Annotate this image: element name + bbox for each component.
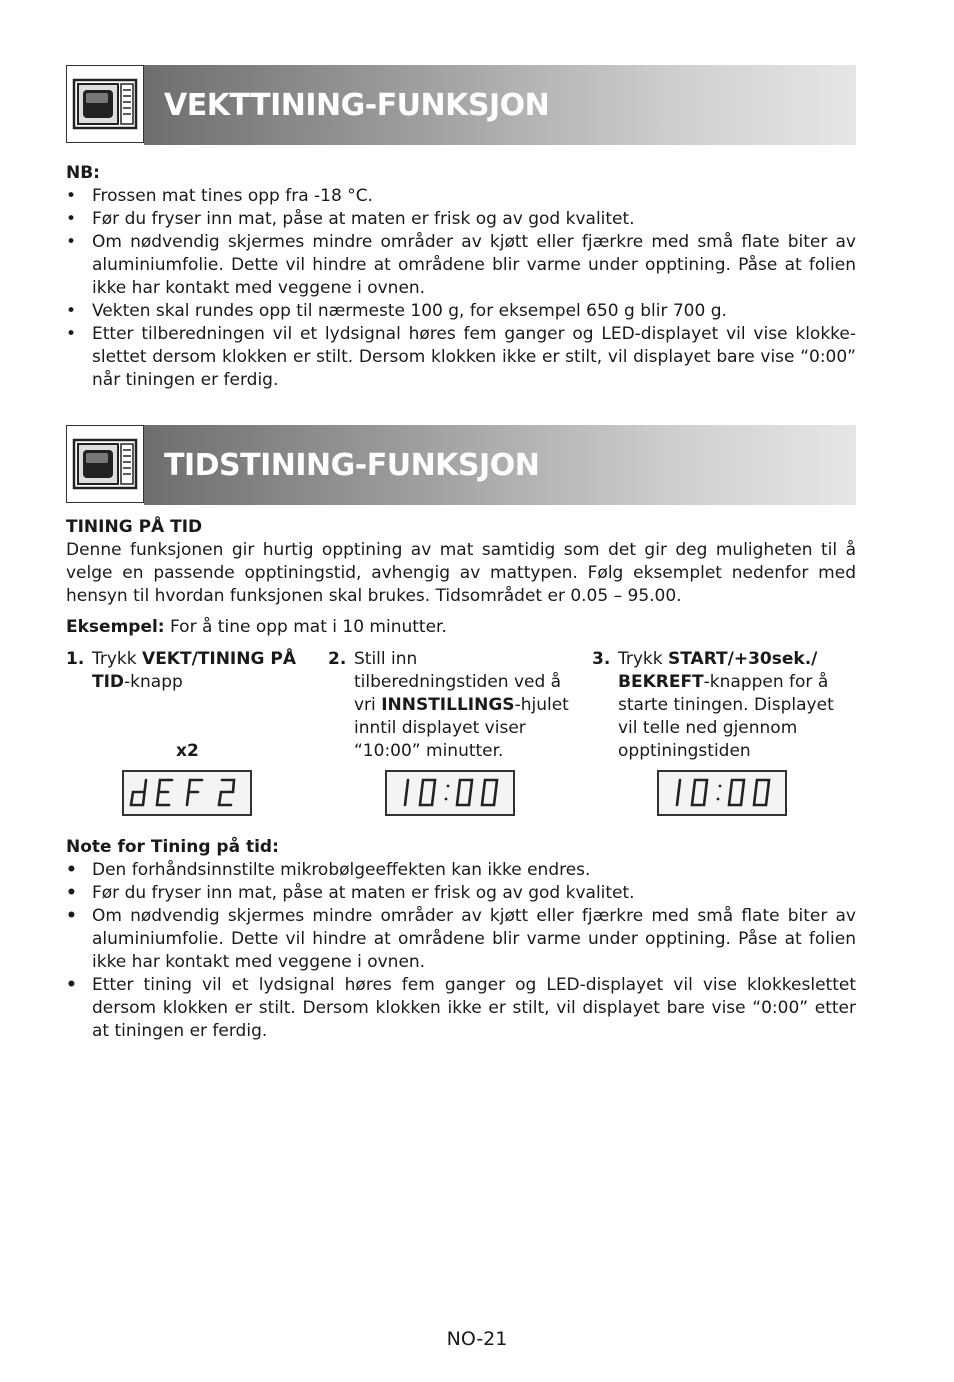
intro-text: Denne funksjonen gir hurtig opptining av mat samtidig som det gir deg muligheten til å velge en passende opptiningstid, avhengig av mattypen. Følg eksemplet nedenfor med hensyn til hvordan funksjonen skal brukes. Tidsområdet er 0.05 – 95.00. [66, 540, 856, 606]
step-text: Trykk START/+30sek./ BEKREFT-knappen for å starte tiningen. Displayet vil telle ned gjennom opptiningstiden [618, 649, 834, 761]
list-item: • Om nødvendig skjermes mindre områder av kjøtt eller fjærkre med små flate biter av aluminiumfolie. Dette vil hindre at områdene blir varme under opptining. Påse at folien ikke har kontakt med veggene i ovnen. [66, 905, 856, 974]
notes-block [66, 836, 856, 1043]
example-text: For å tine opp mat i 10 minutter. [164, 617, 447, 637]
nb-label: NB: [66, 163, 100, 183]
lcd-display-step3 [657, 770, 787, 816]
list-item: • Vekten skal rundes opp til nærmeste 100 g, for eksempel 650 g blir 700 g. [66, 300, 856, 323]
step-number: 3. [592, 649, 611, 669]
lcd-display-def2 [122, 770, 252, 816]
lcd-display-step2 [385, 770, 515, 816]
example-label: Eksempel: [66, 617, 165, 637]
intro-block [66, 516, 856, 608]
section-banner-time-defrost [66, 425, 856, 505]
section-title: VEKTTINING-FUNKSJON [164, 87, 550, 123]
list-item: • Om nødvendig skjermes mindre områder av kjøtt eller fjærkre med små flate biter av aluminiumfolie. Dette vil hindre at områdene blir varme under opptining. Påse at folien ikke har kontakt med veggene i ovnen. [66, 231, 856, 300]
section-title: TIDSTINING-FUNKSJON [164, 447, 540, 483]
nb-block [66, 162, 856, 392]
section-banner-weight-defrost [66, 65, 856, 145]
microwave-icon [66, 65, 144, 143]
list-item: • Etter tilberedningen vil et lydsignal høres fem ganger og LED-displayet vil vise klokke-slettet dersom klokken er stilt. Dersom klokken ikke er stilt, vil displayet bare vise “0:00” når tiningen er ferdig. [66, 323, 856, 392]
notes-label: Note for Tining på tid: [66, 837, 279, 857]
notes-list [66, 859, 856, 1043]
press-count: x2 [176, 741, 199, 761]
list-item: • Etter tining vil et lydsignal høres fem ganger og LED-displayet vil vise klokkeslettet dersom klokken er stilt. Dersom klokken ikke er stilt, vil displayet bare vise “0:00” etter at tiningen er ferdig. [66, 974, 856, 1043]
step-number: 1. [66, 649, 85, 669]
step-text: Still inn tilberedningstiden ved å vri INNSTILLINGS-hjulet inntil displayet viser “10:00” minutter. [354, 649, 569, 761]
microwave-icon [66, 425, 144, 503]
list-item: • Den forhåndsinnstilte mikrobølgeeffekten kan ikke endres. [66, 859, 856, 882]
example-line [66, 616, 856, 639]
list-item: • Før du fryser inn mat, påse at maten er frisk og av god kvalitet. [66, 208, 856, 231]
nb-list [66, 185, 856, 392]
list-item: • Frossen mat tines opp fra -18 °C. [66, 185, 856, 208]
page-number: NO-21 [446, 1328, 508, 1350]
step-text: Trykk VEKT/TINING PÅ TID-knapp [92, 649, 296, 692]
list-item: • Før du fryser inn mat, påse at maten er frisk og av god kvalitet. [66, 882, 856, 905]
step-number: 2. [328, 649, 347, 669]
subheading: TINING PÅ TID [66, 517, 203, 537]
